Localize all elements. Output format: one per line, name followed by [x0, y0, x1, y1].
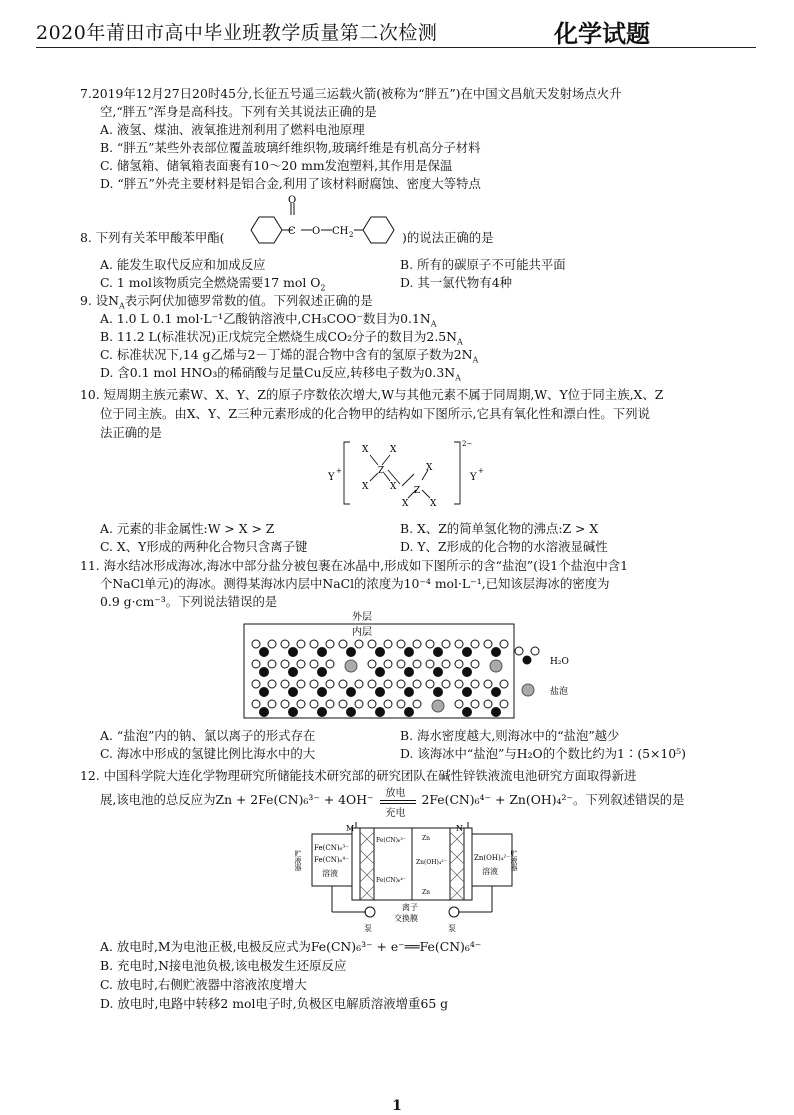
q11-option-c: C. 海冰中形成的氢键比例比海水中的大 [100, 746, 316, 761]
water-molecule [368, 680, 376, 688]
water-molecule [289, 668, 298, 677]
svg-text:X: X [390, 445, 397, 455]
page-number: 1 [392, 1098, 402, 1114]
page-header [36, 14, 756, 48]
water-molecule [339, 700, 347, 708]
water-molecule [268, 640, 276, 648]
q12-stem-line1: 12. 中国科学院大连化学物理研究所储能技术研究部的研究团队在碱性锌铁液流电池研究方面取得新进 [80, 768, 637, 783]
q8-stem-a: 8. 下列有关苯甲酸苯甲酯( [80, 230, 225, 245]
svg-text:Fe(CN)₆⁴⁻: Fe(CN)₆⁴⁻ [314, 856, 349, 864]
water-molecule [252, 660, 260, 668]
water-molecule [500, 640, 508, 648]
svg-text:Fe(CN)₆³⁻: Fe(CN)₆³⁻ [376, 837, 406, 844]
q7-option-b: B. “胖五”某些外表部位覆盖玻璃纤维织物,玻璃纤维是有机高分子材料 [100, 140, 481, 155]
water-molecule [500, 680, 508, 688]
q8-option-b: B. 所有的碳原子不可能共平面 [400, 257, 566, 272]
water-molecule [368, 700, 376, 708]
water-molecule [281, 640, 289, 648]
q8-option-d: D. 其一氯代物有4种 [400, 275, 512, 290]
q12-option-d: D. 放电时,电路中转移2 mol电子时,负极区电解质溶液增重65 g [100, 996, 449, 1011]
svg-text:M: M [346, 824, 355, 833]
svg-text:外层: 外层 [352, 612, 372, 623]
q7-option-d: D. “胖五”外壳主要材料是铝合金,利用了该材料耐腐蚀、密度大等特点 [100, 176, 481, 191]
svg-text:X: X [362, 445, 369, 455]
water-molecule [289, 688, 298, 697]
q7-stem-line2: 空,“胖五”浑身是高科技。下列有关其说法正确的是 [100, 104, 377, 119]
water-molecule [484, 680, 492, 688]
q11-stem-line1: 11. 海水结冰形成海冰,海冰中部分盐分被包裹在冰晶中,形成如下图所示的含“盐泡”(设1个盐泡中含1 [80, 558, 629, 573]
water-molecule [384, 660, 392, 668]
q11-option-d: D. 该海冰中“盐泡”与H₂O的个数比约为1∶(5×10⁵) [400, 746, 686, 761]
svg-text:Y: Y [470, 472, 477, 483]
header-divider [36, 47, 756, 48]
water-molecule [413, 640, 421, 648]
water-molecule [252, 680, 260, 688]
water-molecule [268, 700, 276, 708]
svg-text:+: + [336, 467, 342, 475]
water-molecule [413, 680, 421, 688]
q9-option-d: D. 含0.1 mol HNO₃的稀硝酸与足量Cu反应,转移电子数为$0.3N_A$ [100, 365, 461, 383]
q11-stem-line3: 0.9 g·cm⁻³。下列说法错误的是 [100, 594, 278, 609]
q10-option-d: D. Y、Z形成的化合物的水溶液显碱性 [400, 539, 608, 554]
q9-option-b: B. 11.2 L(标准状况)正戊烷完全燃烧生成CO₂分子的数目为$2.5N_A$ [100, 329, 463, 347]
svg-text:溶液: 溶液 [322, 869, 338, 878]
svg-text:贮液器: 贮液器 [294, 850, 302, 871]
water-molecule [455, 700, 463, 708]
water-molecule [455, 640, 463, 648]
water-molecule [426, 660, 434, 668]
water-molecule [252, 640, 260, 648]
q10-stem-line3: 法正确的是 [100, 425, 162, 440]
water-molecule [347, 648, 356, 657]
svg-text:泵: 泵 [448, 924, 456, 933]
water-molecule [442, 640, 450, 648]
water-molecule [484, 640, 492, 648]
water-molecule [289, 648, 298, 657]
svg-text:X: X [402, 499, 409, 509]
q12-stem-line2: 展,该电池的总反应为Zn + 2Fe(CN)₆³⁻ + 4OH⁻ 放电 充电 2Fe(CN)₆⁴⁻ + Zn(OH)₄²⁻。下列叙述错误的是 [100, 787, 685, 819]
q7-option-c: C. 储氢箱、储氧箱表面裹有10～20 mm发泡塑料,其作用是保温 [100, 158, 453, 173]
water-molecule [471, 700, 479, 708]
carbonyl-o: O [288, 195, 297, 206]
water-molecule [260, 648, 269, 657]
svg-text:离子: 离子 [402, 903, 418, 912]
water-molecule [368, 660, 376, 668]
flow-battery-diagram [296, 820, 526, 935]
water-molecule [310, 660, 318, 668]
water-molecule [339, 680, 347, 688]
svg-text:Z: Z [378, 466, 385, 476]
water-molecule [413, 660, 421, 668]
water-molecule [368, 640, 376, 648]
water-molecule [471, 660, 479, 668]
water-molecule [376, 668, 385, 677]
svg-text:X: X [430, 499, 437, 509]
water-molecule [347, 688, 356, 697]
water-molecule [339, 640, 347, 648]
svg-text:H₂O: H₂O [550, 657, 569, 667]
water-molecule [397, 660, 405, 668]
water-molecule [326, 700, 334, 708]
water-molecule [463, 688, 472, 697]
q8-stem-b: )的说法正确的是 [402, 230, 494, 245]
ester-o: O [312, 226, 321, 237]
water-molecule [268, 680, 276, 688]
q9-stem: 9. 设$N_A$表示阿伏加德罗常数的值。下列叙述正确的是 [80, 293, 373, 311]
water-molecule [442, 660, 450, 668]
water-molecule [281, 700, 289, 708]
water-molecule [355, 640, 363, 648]
water-molecule [434, 688, 443, 697]
water-molecule [384, 640, 392, 648]
water-molecule [252, 700, 260, 708]
svg-text:交换膜: 交换膜 [394, 914, 418, 923]
water-molecule [397, 640, 405, 648]
water-molecule [289, 708, 298, 717]
legend-h2o-icon [515, 647, 539, 665]
svg-text:Zn: Zn [422, 835, 431, 842]
water-molecule [455, 660, 463, 668]
water-molecule [281, 680, 289, 688]
water-molecule [297, 640, 305, 648]
salt-bubble [490, 660, 502, 672]
water-molecule [310, 640, 318, 648]
q12-option-c: C. 放电时,右侧贮液器中溶液浓度增大 [100, 977, 307, 992]
water-molecule [413, 700, 421, 708]
water-molecule [405, 648, 414, 657]
svg-text:贮液器: 贮液器 [510, 850, 518, 871]
water-molecule [260, 688, 269, 697]
q10-stem-line2: 位于同主族。由X、Y、Z三种元素形成的化合物甲的结构如下图所示,它具有氧化性和漂白性。下列说 [100, 406, 650, 421]
sea-ice-diagram [240, 610, 580, 722]
water-molecule [376, 688, 385, 697]
methylene: CH [332, 226, 349, 237]
q7-stem-line1: 7.2019年12月27日20时45分,长征五号遥三运载火箭(被称为“胖五”)在中国文昌航天发射场点火升 [80, 86, 622, 101]
salt-bubble [345, 660, 357, 672]
water-molecule [260, 708, 269, 717]
svg-text:泵: 泵 [364, 924, 372, 933]
water-molecule [326, 660, 334, 668]
water-molecule [318, 648, 327, 657]
water-molecule [376, 708, 385, 717]
q12-option-a: A. 放电时,M为电池正极,电极反应式为Fe(CN)₆³⁻ + e⁻══Fe(CN)₆⁴⁻ [100, 939, 482, 954]
water-molecule [384, 700, 392, 708]
q8-option-a: A. 能发生取代反应和加成反应 [100, 257, 266, 272]
water-molecule [297, 700, 305, 708]
water-molecule [318, 708, 327, 717]
water-molecule [397, 700, 405, 708]
salt-bubble [432, 700, 444, 712]
svg-text:X: X [426, 463, 433, 473]
svg-text:Zn(OH)₄²⁻: Zn(OH)₄²⁻ [474, 854, 510, 862]
water-molecule [492, 648, 501, 657]
q11-option-b: B. 海水密度越大,则海冰中的“盐泡”越少 [400, 728, 620, 743]
compound-structure [326, 440, 496, 510]
water-molecule [442, 680, 450, 688]
water-molecule [471, 680, 479, 688]
q8-option-c: C. 1 mol该物质完全燃烧需要17 mol $O_2$ [100, 275, 326, 293]
water-molecule [297, 660, 305, 668]
water-molecule [355, 700, 363, 708]
water-molecule [310, 680, 318, 688]
q7-option-a: A. 液氢、煤油、液氧推进剂利用了燃料电池原理 [100, 122, 365, 137]
benzyl-benzoate-structure [243, 195, 403, 251]
svg-text:内层: 内层 [352, 627, 372, 638]
water-molecule [326, 640, 334, 648]
q12-option-b: B. 充电时,N接电池负极,该电极发生还原反应 [100, 958, 347, 973]
water-molecule [434, 648, 443, 657]
water-molecule [318, 668, 327, 677]
water-molecule [471, 640, 479, 648]
methylene-sub: 2 [349, 231, 354, 239]
water-molecule [260, 668, 269, 677]
svg-text:溶液: 溶液 [482, 867, 498, 876]
water-molecule [318, 688, 327, 697]
water-molecule [463, 668, 472, 677]
q10-stem-line1: 10. 短周期主族元素W、X、Y、Z的原子序数依次增大,W与其他元素不属于同周期,W、Y位于同主族,X、Z [80, 387, 664, 402]
water-molecule [492, 688, 501, 697]
water-molecule [405, 708, 414, 717]
water-molecule [500, 700, 508, 708]
q10-option-c: C. X、Y形成的两种化合物只含离子键 [100, 539, 308, 554]
subject-title: 化学试题 [554, 20, 650, 48]
water-molecule [384, 680, 392, 688]
exam-title: 2020年莆田市高中毕业班教学质量第二次检测 [36, 22, 438, 44]
water-molecule [405, 688, 414, 697]
q11-option-a: A. “盐泡”内的钠、氯以离子的形式存在 [100, 728, 316, 743]
svg-text:Zn(OH)₄²⁻: Zn(OH)₄²⁻ [416, 859, 447, 866]
q9-option-c: C. 标准状况下,14 g乙烯与2－丁烯的混合物中含有的氢原子数为$2N_A$ [100, 347, 479, 365]
water-molecule [463, 708, 472, 717]
svg-text:Zn: Zn [422, 889, 431, 896]
water-molecule [326, 680, 334, 688]
water-molecule [426, 640, 434, 648]
water-molecule [397, 680, 405, 688]
svg-text:X: X [362, 482, 369, 492]
water-molecule [310, 700, 318, 708]
svg-text:N: N [456, 824, 463, 833]
water-molecule [355, 680, 363, 688]
water-molecule [281, 660, 289, 668]
svg-text:Z: Z [414, 486, 421, 496]
svg-text:2−: 2− [462, 440, 473, 448]
water-molecule [484, 700, 492, 708]
water-molecule [455, 680, 463, 688]
water-molecule [492, 708, 501, 717]
svg-text:+: + [478, 467, 484, 475]
carbonyl-c: C [288, 226, 296, 237]
q11-stem-line2: 个NaCl单元)的海冰。测得某海冰内层中NaCl的浓度为10⁻⁴ mol·L⁻¹,已知该层海冰的密度为 [100, 576, 610, 591]
water-molecule [376, 648, 385, 657]
svg-text:Fe(CN)₆³⁻: Fe(CN)₆³⁻ [314, 844, 349, 852]
water-molecule [405, 668, 414, 677]
q9-option-a: A. 1.0 L 0.1 mol·L⁻¹乙酸钠溶液中,CH₃COO⁻数目为$0.1N_A$ [100, 311, 437, 329]
water-molecule [268, 660, 276, 668]
water-molecule [347, 708, 356, 717]
q10-option-b: B. X、Z的简单氢化物的沸点:Z > X [400, 521, 599, 536]
legend-salt-icon [522, 684, 534, 696]
water-molecule [426, 680, 434, 688]
svg-text:Fe(CN)₆⁴⁻: Fe(CN)₆⁴⁻ [376, 877, 406, 884]
q10-option-a: A. 元素的非金属性:W > X > Z [100, 521, 275, 536]
svg-text:Y: Y [328, 472, 335, 483]
water-molecule [463, 648, 472, 657]
svg-text:X: X [390, 482, 397, 492]
svg-text:盐泡: 盐泡 [550, 687, 569, 697]
water-molecule [434, 668, 443, 677]
water-molecule [297, 680, 305, 688]
